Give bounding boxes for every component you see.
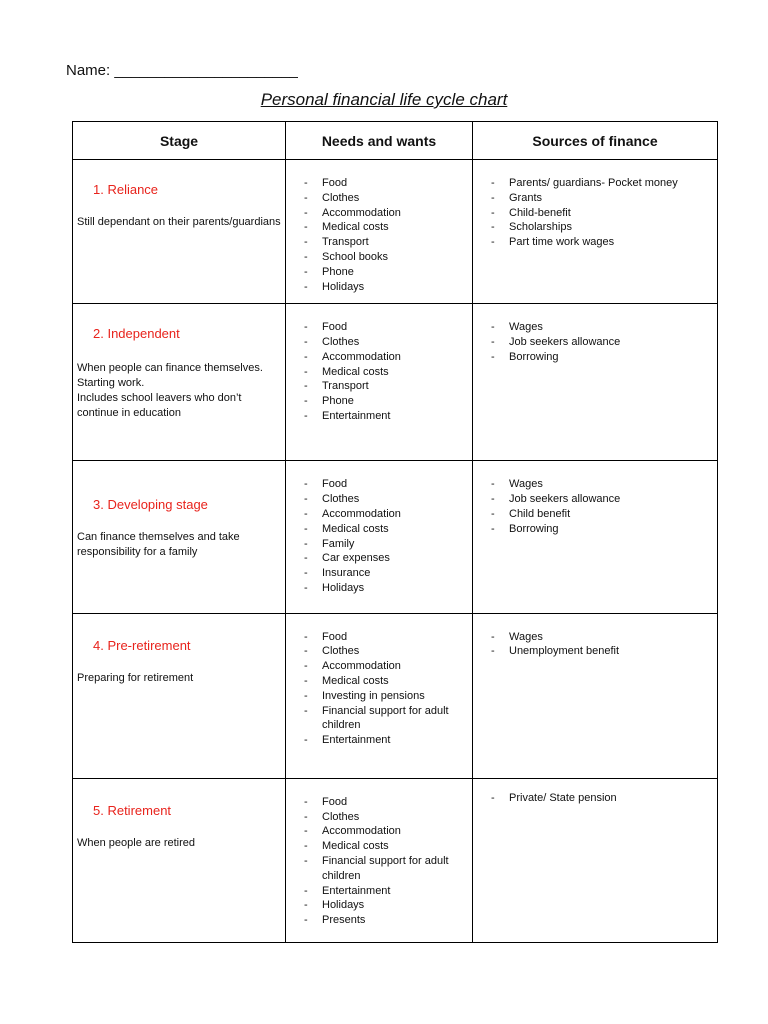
sources-list	[473, 614, 717, 660]
needs-list	[286, 614, 472, 748]
sources-list	[473, 304, 717, 364]
sources-list-item: - Job seekers allowance	[491, 492, 711, 507]
stage-title: 5. Retirement	[93, 802, 172, 818]
needs-list-item: - Entertainment	[304, 884, 466, 899]
life-cycle-table	[72, 121, 718, 943]
sources-list	[473, 779, 717, 806]
needs-list-item: - Food	[304, 630, 466, 645]
stage-title: 4. Pre-retirement	[93, 637, 191, 653]
needs-list-item: - Food	[304, 320, 466, 335]
needs-list-item: - Accommodation	[304, 659, 466, 674]
name-line	[66, 62, 298, 79]
needs-list-item: - School books	[304, 250, 466, 265]
table-row	[73, 461, 718, 613]
needs-list-item: - Food	[304, 477, 466, 492]
needs-list	[286, 304, 472, 424]
needs-list	[286, 461, 472, 595]
needs-list-item: - Holidays	[304, 581, 466, 596]
needs-list-item: - Medical costs	[304, 674, 466, 689]
stage-cell	[73, 160, 286, 304]
needs-list-item: - Food	[304, 176, 466, 191]
sources-cell	[473, 304, 718, 461]
column-header-needs: Needs and wants	[286, 122, 473, 160]
needs-list-item: - Financial support for adult children	[304, 704, 466, 734]
stage-description: Can finance themselves and take responsibility for a family	[77, 531, 240, 559]
sources-list-item: - Wages	[491, 630, 711, 645]
needs-list-item: - Accommodation	[304, 824, 466, 839]
sources-list-item: - Wages	[491, 477, 711, 492]
needs-list-item: - Phone	[304, 265, 466, 280]
needs-list-item: - Presents	[304, 913, 466, 928]
sources-list-item: - Part time work wages	[491, 235, 711, 250]
needs-list-item: - Phone	[304, 394, 466, 409]
sources-list-item: - Parents/ guardians- Pocket money	[491, 176, 711, 191]
stage-description: Preparing for retirement	[77, 671, 194, 684]
needs-list-item: - Accommodation	[304, 206, 466, 221]
needs-cell	[286, 160, 473, 304]
stage-description: When people can finance themselves. Starting work. Includes school leavers who don’t continue in education	[77, 362, 263, 419]
table-header-row	[73, 122, 718, 160]
sources-list	[473, 461, 717, 536]
sources-list-item: - Borrowing	[491, 522, 711, 537]
needs-list-item: - Transport	[304, 235, 466, 250]
table-row	[73, 160, 718, 304]
stage-title: 1. Reliance	[93, 182, 159, 198]
needs-list-item: - Food	[304, 795, 466, 810]
needs-cell	[286, 778, 473, 942]
sources-list-item: - Grants	[491, 191, 711, 206]
needs-list-item: - Clothes	[304, 492, 466, 507]
stage-description: Still dependant on their parents/guardians	[77, 216, 281, 229]
needs-list-item: - Clothes	[304, 810, 466, 825]
column-header-sources: Sources of finance	[473, 122, 718, 160]
needs-list-item: - Insurance	[304, 566, 466, 581]
table-row	[73, 613, 718, 778]
sources-cell	[473, 613, 718, 778]
sources-list-item: - Child-benefit	[491, 206, 711, 221]
needs-list-item: - Financial support for adult children	[304, 854, 466, 884]
needs-list	[286, 160, 472, 294]
needs-list-item: - Accommodation	[304, 507, 466, 522]
name-label: Name:	[66, 62, 111, 79]
sources-list-item: - Child benefit	[491, 507, 711, 522]
sources-cell	[473, 160, 718, 304]
stage-cell	[73, 778, 286, 942]
needs-list-item: - Clothes	[304, 335, 466, 350]
sources-cell	[473, 461, 718, 613]
stage-description: When people are retired	[77, 836, 196, 849]
needs-list-item: - Holidays	[304, 280, 466, 295]
table-row	[73, 778, 718, 942]
needs-list-item: - Clothes	[304, 191, 466, 206]
sources-list-item: - Unemployment benefit	[491, 644, 711, 659]
sources-list-item: - Borrowing	[491, 350, 711, 365]
needs-list-item: - Entertainment	[304, 733, 466, 748]
table-row	[73, 304, 718, 461]
needs-list-item: - Investing in pensions	[304, 689, 466, 704]
needs-list-item: - Car expenses	[304, 551, 466, 566]
sources-list-item: - Scholarships	[491, 220, 711, 235]
needs-cell	[286, 461, 473, 613]
stage-cell	[73, 613, 286, 778]
needs-list	[286, 779, 472, 928]
sources-list-item: - Wages	[491, 320, 711, 335]
sources-list-item: - Job seekers allowance	[491, 335, 711, 350]
page-title: Personal financial life cycle chart	[260, 90, 508, 109]
sources-cell	[473, 778, 718, 942]
name-blank: ______________________	[114, 62, 298, 79]
sources-list	[473, 160, 717, 250]
needs-list-item: - Holidays	[304, 898, 466, 913]
needs-list-item: - Clothes	[304, 644, 466, 659]
stage-cell	[73, 304, 286, 461]
stage-title: 2. Independent	[93, 326, 180, 342]
stage-title: 3. Developing stage	[93, 497, 208, 513]
column-header-stage: Stage	[73, 122, 286, 160]
needs-list-item: - Medical costs	[304, 839, 466, 854]
needs-list-item: - Family	[304, 537, 466, 552]
needs-list-item: - Transport	[304, 379, 466, 394]
needs-list-item: - Medical costs	[304, 365, 466, 380]
stage-cell	[73, 461, 286, 613]
needs-cell	[286, 613, 473, 778]
sources-list-item: - Private/ State pension	[491, 791, 711, 806]
needs-list-item: - Entertainment	[304, 409, 466, 424]
needs-cell	[286, 304, 473, 461]
needs-list-item: - Accommodation	[304, 350, 466, 365]
needs-list-item: - Medical costs	[304, 522, 466, 537]
needs-list-item: - Medical costs	[304, 220, 466, 235]
